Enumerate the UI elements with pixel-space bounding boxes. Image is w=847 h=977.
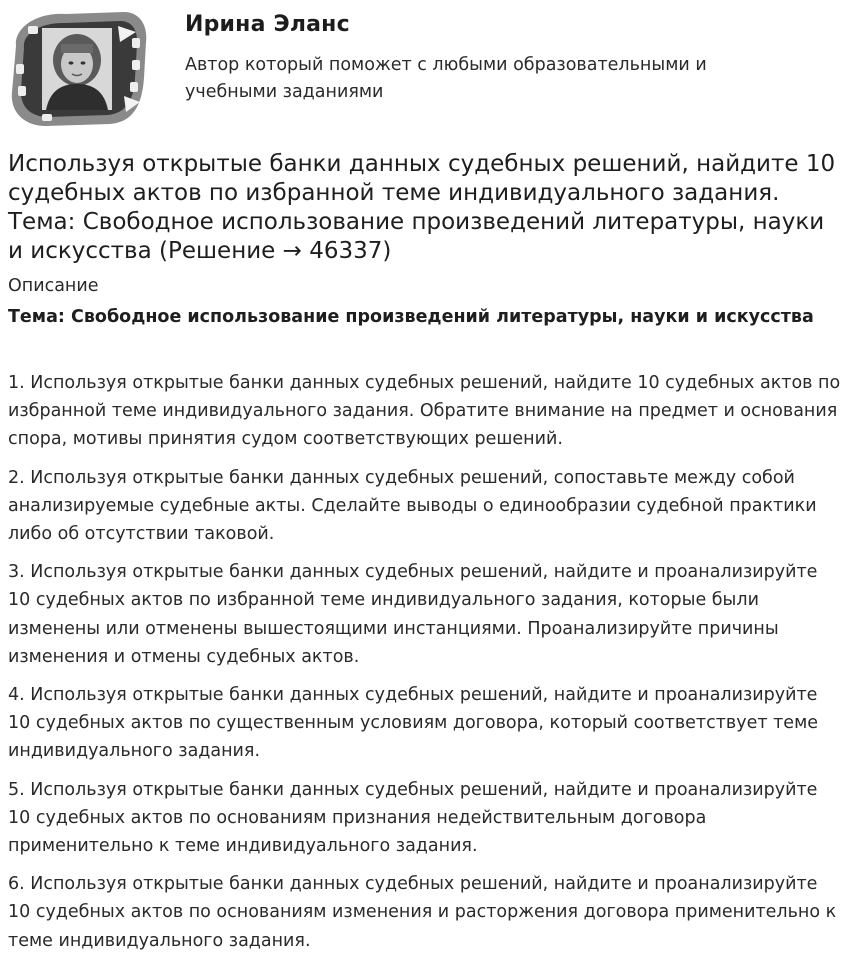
topic-heading: Тема: Свободное использование произведений литературы, науки и искусства — [8, 307, 814, 327]
description-label: Описание — [8, 276, 99, 296]
film-frame-portrait-icon — [12, 12, 146, 126]
list-item: 3. Используя открытые банки данных судебных решений, найдите и проанализируйте 10 судебных актов по избранной теме индивидуального задания, которые были изменены или отменены вышестоящими инстанциями. Проанализируйте причины изменения и отмены судебных актов. — [8, 562, 818, 667]
list-item: 1. Используя открытые банки данных судебных решений, найдите 10 судебных актов по избранной теме индивидуального задания. Обратите внимание на предмет и основания спора, мотивы принятия судом соответствующих решений. — [8, 373, 841, 450]
list-item: 4. Используя открытые банки данных судебных решений, найдите и проанализируйте 10 судебных актов по существенным условиям договора, который соответствует теме индивидуального задания. — [8, 685, 819, 762]
task-title: Используя открытые банки данных судебных решений, найдите 10 судебных актов по избранной теме индивидуального задания. Тема: Свободное использование произведений литературы, науки и искусства (Решение → 46337) — [8, 151, 836, 264]
list-item: 6. Используя открытые банки данных судебных решений, найдите и проанализируйте 10 судебных актов по основаниям изменения и расторжения договора применительно к теме индивидуального задания. — [8, 874, 837, 951]
list-item: 2. Используя открытые банки данных судебных решений, сопоставьте между собой анализируемые судебные акты. Сделайте выводы о единообразии судебной практики либо об отсутствии таковой. — [8, 467, 817, 545]
avatar[interactable] — [6, 8, 152, 128]
list-item: 5. Используя открытые банки данных судебных решений, найдите и проанализируйте 10 судебных актов по основаниям признания недействительным договора применительно к теме индивидуального задания. — [8, 779, 818, 857]
author-name[interactable]: Ирина Эланс — [185, 12, 350, 37]
author-card — [0, 0, 847, 140]
task-items-list — [8, 369, 843, 965]
author-description: Автор который поможет с любыми образовательными и учебными заданиями — [185, 55, 707, 102]
